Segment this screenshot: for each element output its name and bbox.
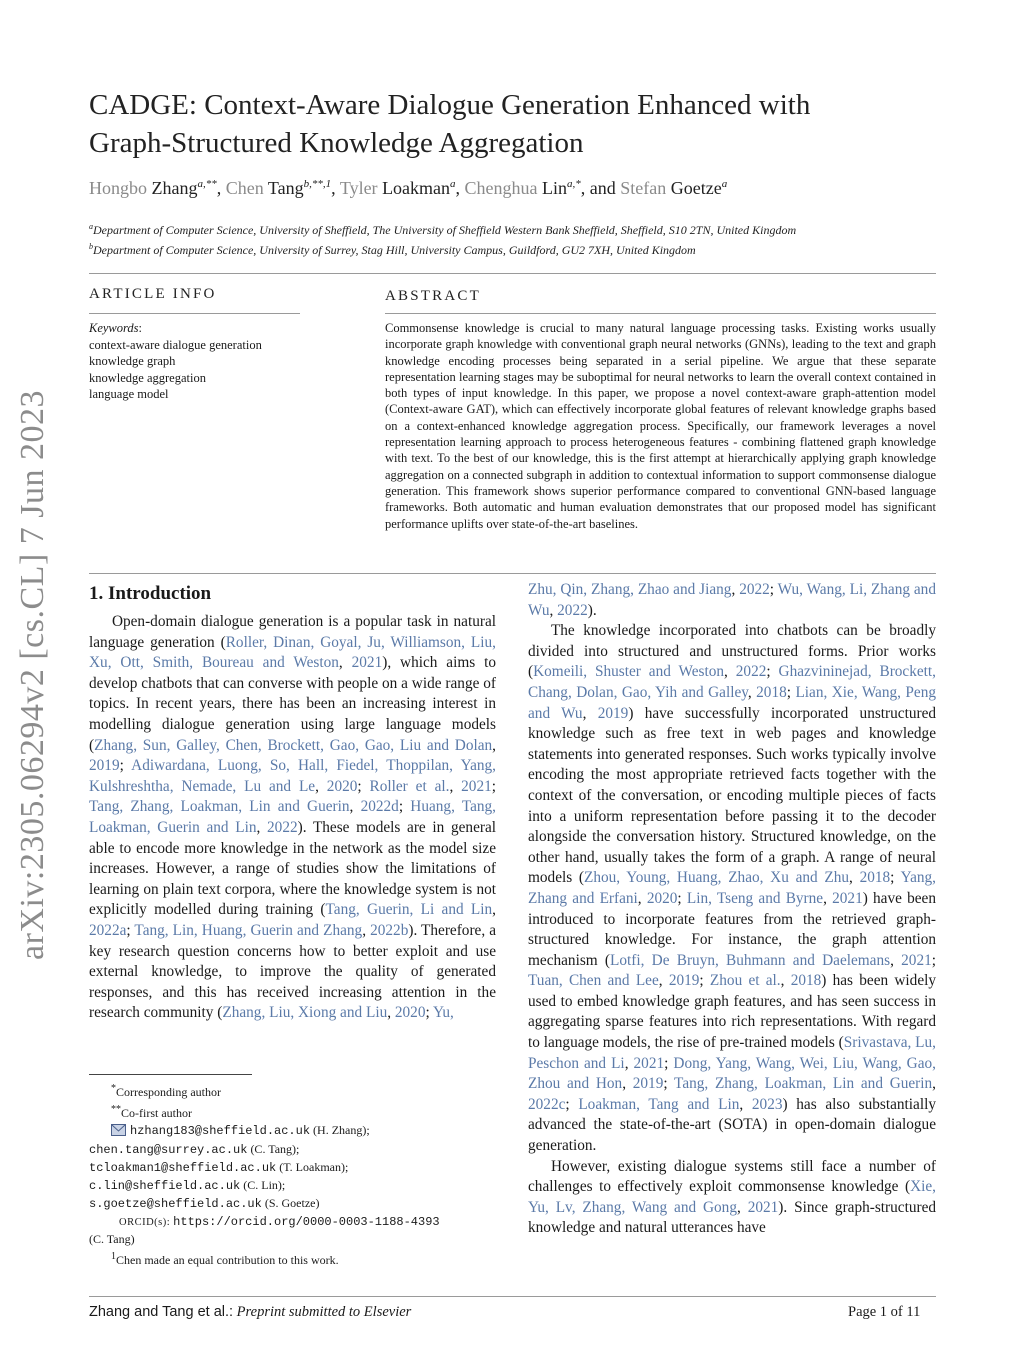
citation-link[interactable]: Lotfi, De Bruyn, Buhmann and Daelemans xyxy=(610,951,891,969)
author-last-name: Zhang xyxy=(147,178,198,198)
footnote-mark: ** xyxy=(111,1104,121,1115)
keywords-label: Keywords xyxy=(89,321,139,335)
citation-link[interactable]: Wu, Wang, Li, Zhang and Wu xyxy=(528,581,936,619)
keyword-item: language model xyxy=(89,387,169,401)
citation-link[interactable]: Tang, Guerin, Li and Lin xyxy=(325,901,493,919)
citation-link[interactable]: 2023 xyxy=(751,1095,783,1113)
affiliation-a-mark: a xyxy=(89,222,93,231)
footer-left xyxy=(89,1304,411,1321)
email-owner: (H. Zhang); xyxy=(313,1123,370,1137)
citation-link[interactable]: 2022 xyxy=(267,818,298,836)
citation-link[interactable]: Dong, Yang, Wang, Wei, Liu, Wang, Gao, Zhou and Hon xyxy=(528,1054,936,1093)
citation-link[interactable]: Lin, Tseng and Byrne xyxy=(686,889,824,907)
author-first-name: Hongbo xyxy=(89,178,147,198)
citation-link[interactable]: Zhou et al. xyxy=(709,972,781,990)
footer-colon: : xyxy=(229,1304,234,1320)
footer-divider xyxy=(89,1296,936,1297)
author-last-name: Lin xyxy=(537,178,568,198)
author-name xyxy=(620,178,727,198)
citation-link[interactable]: Zhu, Qin, Zhang, Zhao and Jiang xyxy=(528,581,732,598)
footer-venue: Preprint submitted to Elsevier xyxy=(236,1304,412,1320)
footnote-email-line xyxy=(89,1159,499,1177)
abstract-text: Commonsense knowledge is crucial to many natural language processing tasks. Existing works usually incorporate graph knowledge with conventional graph neural networks (GNNs), leading to the text and graph knowledge encoding processes being separated in a serial pipeline. We argue that these separate representation learning stages may be suboptimal for neural networks to learn the overall context contained in both types of input knowledge. In this paper, we propose a novel context-aware graph-attention model (Context-aware GAT), which can effectively incorporate global features of relevant knowledge graphs based on a context-enhanced knowledge aggregation process. Specifically, our framework leverages a novel representation learning approach to process heterogeneous features - combining flattened graph knowledge with text. To the best of our knowledge, this is the first attempt at hierarchically applying graph knowledge aggregation on a connected subgraph in addition to contextual information to support commonsense dialogue generation. This framework shows superior performance compared to conventional GNN-based language frameworks. Both automatic and human evaluation demonstrates that our proposed model has significant performance uplifts over state-of-the-art baselines. xyxy=(385,321,936,531)
arxiv-stamp: arXiv:2305.06294v2 [cs.CL] 7 Jun 2023 xyxy=(14,389,51,960)
citation-link[interactable]: 2018 xyxy=(790,972,822,990)
footnote-text: Corresponding author xyxy=(116,1085,221,1099)
title-line-1: CADGE: Context-Aware Dialogue Generation Enhanced with xyxy=(89,89,811,121)
keyword-item: context-aware dialogue generation xyxy=(89,337,262,352)
citation-link[interactable]: 2021 xyxy=(901,951,932,969)
citation-link[interactable]: 2022 xyxy=(557,601,588,619)
author-affiliation-mark: a,* xyxy=(567,178,581,190)
footnote-email-line xyxy=(89,1195,499,1213)
citation-link[interactable]: Srivastava, Lu, Peschon and Li xyxy=(528,1034,936,1072)
footnote-mark: * xyxy=(111,1083,116,1094)
citation-link[interactable]: Roller et al. xyxy=(369,777,450,795)
author-name xyxy=(89,178,217,198)
email-owner: (T. Loakman); xyxy=(279,1160,349,1174)
affiliation-b-mark: b xyxy=(89,242,93,251)
citation-link[interactable]: Zhang, Liu, Xiong and Liu xyxy=(222,1004,388,1022)
affiliation-a xyxy=(89,222,959,238)
email-link[interactable]: chen.tang@surrey.ac.uk xyxy=(89,1143,248,1157)
citation-link[interactable]: Huang, Tang, Loakman, Guerin and Lin xyxy=(89,798,497,836)
citation-link[interactable]: 2019 xyxy=(89,757,120,775)
citation-link[interactable]: 2022d xyxy=(360,798,399,816)
paper-title xyxy=(89,86,949,162)
footnote-divider xyxy=(89,1074,252,1075)
citation-link[interactable]: 2019 xyxy=(597,704,629,722)
citation-link[interactable]: Loakman, Tang and Lin xyxy=(578,1095,740,1113)
citation-link[interactable]: 2018 xyxy=(756,683,787,701)
affiliation-b-text: Department of Computer Science, University of Surrey, Stag Hill, University Campus, Guildford, GU2 7XH, United Kingdom xyxy=(93,243,696,257)
author-first-name: Tyler xyxy=(339,178,378,198)
citation-link[interactable]: Adiwardana, Luong, So, Hall, Fiedel, Thoppilan, Yang, Kulshreshtha, Nemade, Lu and Le xyxy=(89,757,496,795)
email-owner: (C. Tang); xyxy=(250,1142,300,1156)
author-first-name: Chenghua xyxy=(464,178,538,198)
footnote-email-line xyxy=(89,1122,499,1141)
email-link[interactable]: c.lin@sheffield.ac.uk xyxy=(89,1179,241,1193)
section-heading-introduction: 1. Introduction xyxy=(89,583,212,604)
footnote-text: Chen made an equal contribution to this work. xyxy=(116,1253,339,1267)
orcid-label: ORCID(s): xyxy=(119,1217,171,1228)
author-affiliation-mark: a,** xyxy=(197,178,217,190)
citation-link[interactable]: 2020 xyxy=(326,777,358,795)
citation-link[interactable]: 2022a xyxy=(89,921,127,939)
citation-link[interactable]: 2020 xyxy=(394,1004,426,1022)
citation-link[interactable]: 2021 xyxy=(633,1054,665,1072)
author-last-name: Loakman xyxy=(377,178,451,198)
author-last-name: Goetze xyxy=(666,178,722,198)
header-divider xyxy=(89,273,936,274)
left-column xyxy=(89,612,496,1024)
footnote-orcid-owner: (C. Tang) xyxy=(89,1232,135,1246)
citation-link[interactable]: 2021 xyxy=(832,889,863,907)
email-link[interactable]: s.goetze@sheffield.ac.uk xyxy=(89,1197,262,1211)
intro-paragraph-1: Open-domain dialogue generation is a popular task in natural language generation (Roller, Dinan, Goyal, Ju, Williamson, Liu, Xu, Ott, Smith, Boureau and Weston, 2021), which aims to develop chatbots that can converse with people on a wide range of topics. In recent years, there has been an increasing interest in modelling dialogue generation using large language models (Zhang, Sun, Galley, Chen, Brockett, Gao, Gao, Liu and Dolan, 2019; Adiwardana, Luong, So, Hall, Fiedel, Thoppilan, Yang, Kulshreshtha, Nemade, Lu and Le, 2020; Roller et al., 2021; Tang, Zhang, Loakman, Lin and Guerin, 2022d; Huang, Tang, Loakman, Guerin and Lin, 2022). These models are in general able to encode more knowledge in the network as the model size increases. However, a range of studies show the limitations of learning on plain text corpora, where the knowledge system is not explicitly modelled during training (Tang, Guerin, Li and Lin, 2022a; Tang, Lin, Huang, Guerin and Zhang, 2022b). Therefore, a key research question concerns how to better exploit and use external knowledge, to improve the quality of generated responses, and this has received increasing attention in the research community (Zhang, Liu, Xiong and Liu, 2020; Yu, xyxy=(89,613,497,1022)
page-number: Page 1 of 11 xyxy=(848,1304,921,1320)
abstract-bottom-divider xyxy=(89,573,936,574)
envelope-icon xyxy=(111,1124,126,1141)
author-name xyxy=(340,178,456,198)
citation-link[interactable]: 2021 xyxy=(351,654,383,672)
affiliation-a-text: Department of Computer Science, University of Sheffield, The University of Sheffield Western Bank Sheffield, Sheffield, S10 2TN, United Kingdom xyxy=(93,223,797,237)
footnote-text: Co-first author xyxy=(121,1106,192,1120)
author-affiliation-mark: b,**,1 xyxy=(303,178,332,190)
affiliation-b xyxy=(89,242,959,258)
author-first-name: Chen xyxy=(225,178,264,198)
keywords-colon: : xyxy=(138,321,143,335)
citation-link[interactable]: 2022b xyxy=(370,921,409,939)
abstract-divider xyxy=(385,313,936,314)
intro-paragraph-1-continued: Zhu, Qin, Zhang, Zhao and Jiang, 2022; Wu, Wang, Li, Zhang and Wu, 2022). xyxy=(528,581,936,619)
citation-link[interactable]: 2021 xyxy=(747,1198,779,1216)
author-last-name: Tang xyxy=(263,178,304,198)
abstract-heading: ABSTRACT xyxy=(385,288,481,304)
keyword-item: knowledge graph xyxy=(89,354,176,368)
citation-link[interactable]: Zhang, Sun, Galley, Chen, Brockett, Gao, Gao, Liu and Dolan xyxy=(94,736,493,754)
footnote-equal-contribution xyxy=(89,1248,499,1269)
citation-link[interactable]: Yu, xyxy=(432,1004,454,1022)
author-first-name: Stefan xyxy=(620,178,667,198)
citation-link[interactable]: Ghazvininejad, Brockett, Chang, Dolan, Gao, Yih and Galley xyxy=(528,663,936,701)
email-owner: (C. Lin); xyxy=(243,1178,286,1192)
footnote-email-line xyxy=(89,1177,499,1195)
citation-link[interactable]: 2022 xyxy=(739,581,770,598)
citation-link[interactable]: Yang, Zhang and Erfani xyxy=(528,869,937,907)
citation-link[interactable]: Tang, Zhang, Loakman, Lin and Guerin xyxy=(89,798,350,816)
citation-link[interactable]: Tang, Lin, Huang, Guerin and Zhang xyxy=(134,921,363,939)
title-line-2: Graph-Structured Knowledge Aggregation xyxy=(89,127,584,159)
article-info-divider xyxy=(89,313,300,314)
email-link[interactable]: tcloakman1@sheffield.ac.uk xyxy=(89,1161,277,1175)
footer-authors: Zhang and Tang et al. xyxy=(89,1304,230,1320)
email-owner: (S. Goetze) xyxy=(264,1196,320,1210)
citation-link[interactable]: Tang, Zhang, Loakman, Lin and Guerin xyxy=(674,1075,933,1093)
orcid-link[interactable]: https://orcid.org/0000-0003-1188-4393 xyxy=(173,1215,440,1229)
footnote-email-line xyxy=(89,1141,499,1159)
author-list: Hongbo Zhang$^{a,**}$, Chen Tang$^{b,**,1}$, Tyler Loakman$^a$, Chenghua Lin$^{a,*}$, and Stefan Goetze$^a$ xyxy=(89,178,728,198)
footnote-orcid xyxy=(89,1213,499,1231)
citation-link[interactable]: Zhou, Young, Huang, Zhao, Xu and Zhu xyxy=(584,869,850,887)
citation-link[interactable]: Roller, Dinan, Goyal, Ju, Williamson, Liu, Xu, Ott, Smith, Boureau and Weston xyxy=(89,633,496,672)
citation-link[interactable]: Lian, Xie, Wang, Peng and Wu xyxy=(528,683,936,722)
author-name xyxy=(465,178,581,198)
citation-link[interactable]: Tuan, Chen and Lee xyxy=(528,972,659,990)
footnotes xyxy=(89,1080,499,1269)
footnote-mark: 1 xyxy=(111,1251,116,1262)
citation-link[interactable]: 2022 xyxy=(735,663,767,681)
article-info-heading: ARTICLE INFO xyxy=(89,286,217,302)
author-affiliation-mark: a xyxy=(450,178,456,190)
footnote-corresponding xyxy=(89,1080,499,1101)
citation-link[interactable]: 2018 xyxy=(859,869,891,887)
footnote-cofirst xyxy=(89,1101,499,1122)
intro-paragraph-3: However, existing dialogue systems still face a number of challenges to effectively exploit commonsense knowledge (Xie, Yu, Lv, Zhang, Wang and Gong, 2021). Since graph-structured knowledge and natural utterances have xyxy=(528,1157,937,1237)
citation-link[interactable]: 2019 xyxy=(668,972,700,990)
right-column xyxy=(528,580,936,1239)
citation-link[interactable]: 2021 xyxy=(461,777,492,795)
keyword-item: knowledge aggregation xyxy=(89,370,206,385)
email-link[interactable]: hzhang183@sheffield.ac.uk xyxy=(130,1124,311,1138)
keywords-block xyxy=(89,320,309,403)
author-name xyxy=(226,178,331,198)
citation-link[interactable]: Komeili, Shuster and Weston xyxy=(533,663,725,681)
author-affiliation-mark: a xyxy=(721,178,728,190)
author-and: and xyxy=(589,178,616,198)
citation-link[interactable]: 2020 xyxy=(646,889,678,907)
citation-link[interactable]: Xie, Yu, Lv, Zhang, Wang and Gong xyxy=(528,1178,936,1216)
citation-link[interactable]: 2019 xyxy=(632,1075,664,1093)
intro-paragraph-2: The knowledge incorporated into chatbots can be broadly divided into structured and unstructured forms. Prior works (Komeili, Shuster and Weston, 2022; Ghazvininejad, Brockett, Chang, Dolan, Gao, Yih and Galley, 2018; Lian, Xie, Wang, Peng and Wu, 2019) have successfully incorporated unstructured knowledge such as free text in web pages and knowledge statements into generated responses. Such works typically involve encoding the most appropriate retrieved facts together with the context of the conversation, or encoding multiple pieces of facts into a uniform representation before passing it to the decoder alongside the conversation history. Structured knowledge, on the other hand, usually takes the form of a graph. A range of neural models (Zhou, Young, Huang, Zhao, Xu and Zhu, 2018; Yang, Zhang and Erfani, 2020; Lin, Tseng and Byrne, 2021) have been introduced to incorporate features from the retrieved graph-structured knowledge. For instance, the graph attention mechanism (Lotfi, De Bruyn, Buhmann and Daelemans, 2021; Tuan, Chen and Lee, 2019; Zhou et al., 2018) has been widely used to embed knowledge graph features, and has seen success in aggregating sparse features into rich representations. With regard to language models, the rise of pre-trained models (Srivastava, Lu, Peschon and Li, 2021; Dong, Yang, Wang, Wei, Liu, Wang, Gao, Zhou and Hon, 2019; Tang, Zhang, Loakman, Lin and Guerin, 2022c; Loakman, Tang and Lin, 2023) has also substantially advanced the state-of-the-art (SOTA) in open-domain dialogue generation. xyxy=(528,622,937,1155)
citation-link[interactable]: 2022c xyxy=(528,1095,566,1113)
